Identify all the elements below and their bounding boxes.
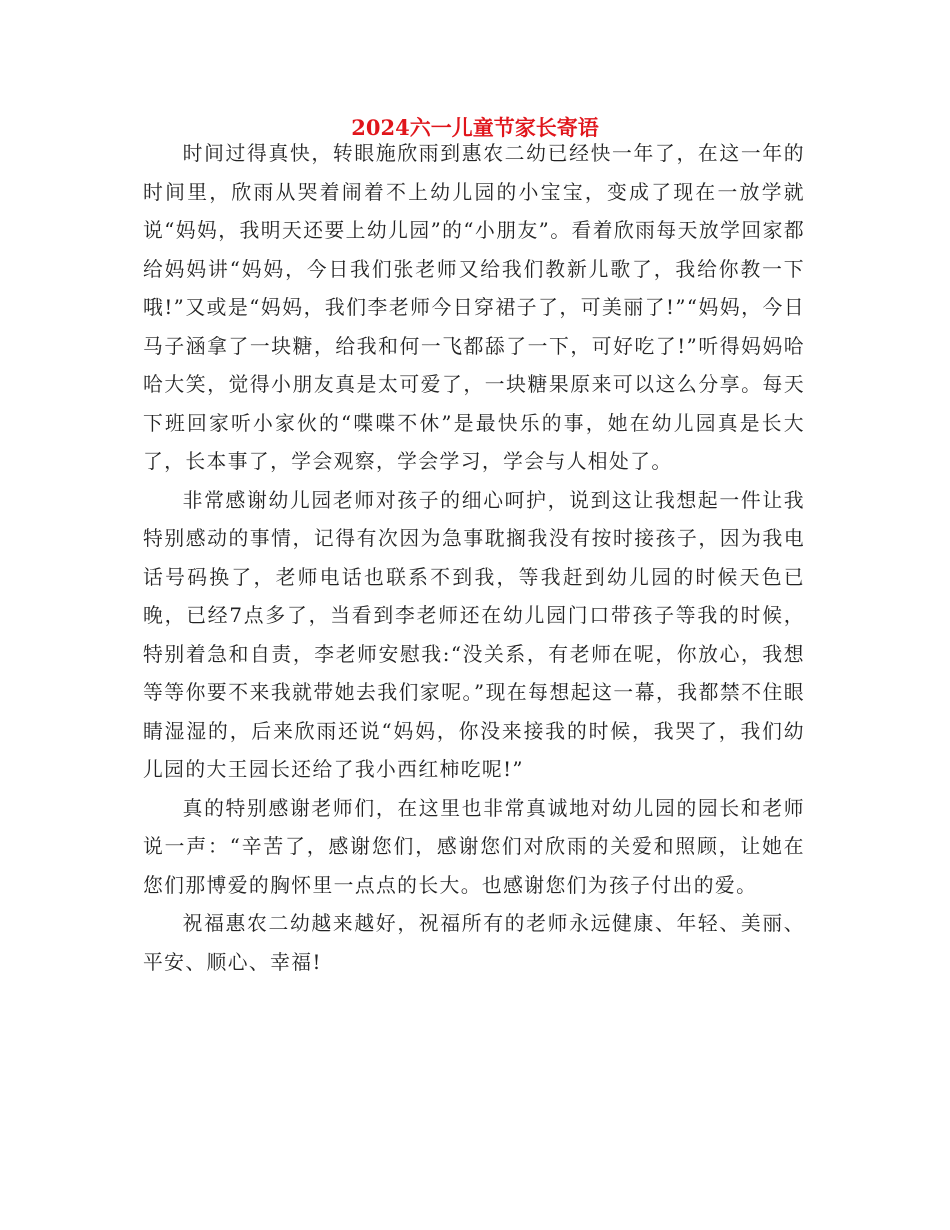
- paragraph-4: 祝福惠农二幼越来越好，祝福所有的老师永远健康、年轻、美丽、平安、顺心、幸福!: [143, 912, 805, 974]
- document-body: [143, 135, 805, 982]
- paragraph-3: 真的特别感谢老师们，在这里也非常真诚地对幼儿园的园长和老师说一声：“辛苦了，感谢您们，感谢您们对欣雨的关爱和照顾，让她在您们那博爱的胸怀里一点点的长大。也感谢您们为孩子付出的爱。: [143, 796, 805, 897]
- paragraph-2: 非常感谢幼儿园老师对孩子的细心呵护，说到这让我想起一件让我特别感动的事情，记得有次因为急事耽搁我没有按时接孩子，因为我电话号码换了，老师电话也联系不到我，等我赶到幼儿园的时候天色已晚，已经7点多了，当看到李老师还在幼儿园门口带孩子等我的时候，特别着急和自责，李老师安慰我:“没关系，有老师在呢，你放心，我想等等你要不来我就带她去我们家呢。”现在每想起这一幕，我都禁不住眼睛湿湿的，后来欣雨还说“妈妈，你没来接我的时候，我哭了，我们幼儿园的大王园长还给了我小西红柿吃呢!”: [143, 488, 805, 781]
- paragraph-1: 时间过得真快，转眼施欣雨到惠农二幼已经快一年了，在这一年的时间里，欣雨从哭着闹着不上幼儿园的小宝宝，变成了现在一放学就说“妈妈，我明天还要上幼儿园”的“小朋友”。看着欣雨每天放学回家都给妈妈讲“妈妈，今日我们张老师又给我们教新儿歌了，我给你教一下哦!”又或是“妈妈，我们李老师今日穿裙子了，可美丽了!”“妈妈，今日马子涵拿了一块糖，给我和何一飞都舔了一下，可好吃了!”听得妈妈哈哈大笑，觉得小朋友真是太可爱了，一块糖果原来可以这么分享。每天下班回家听小家伙的“喋喋不休”是最快乐的事，她在幼儿园真是长大了，长本事了，学会观察，学会学习，学会与人相处了。: [143, 142, 805, 473]
- document-title: 2024六一儿童节家长寄语: [351, 115, 599, 140]
